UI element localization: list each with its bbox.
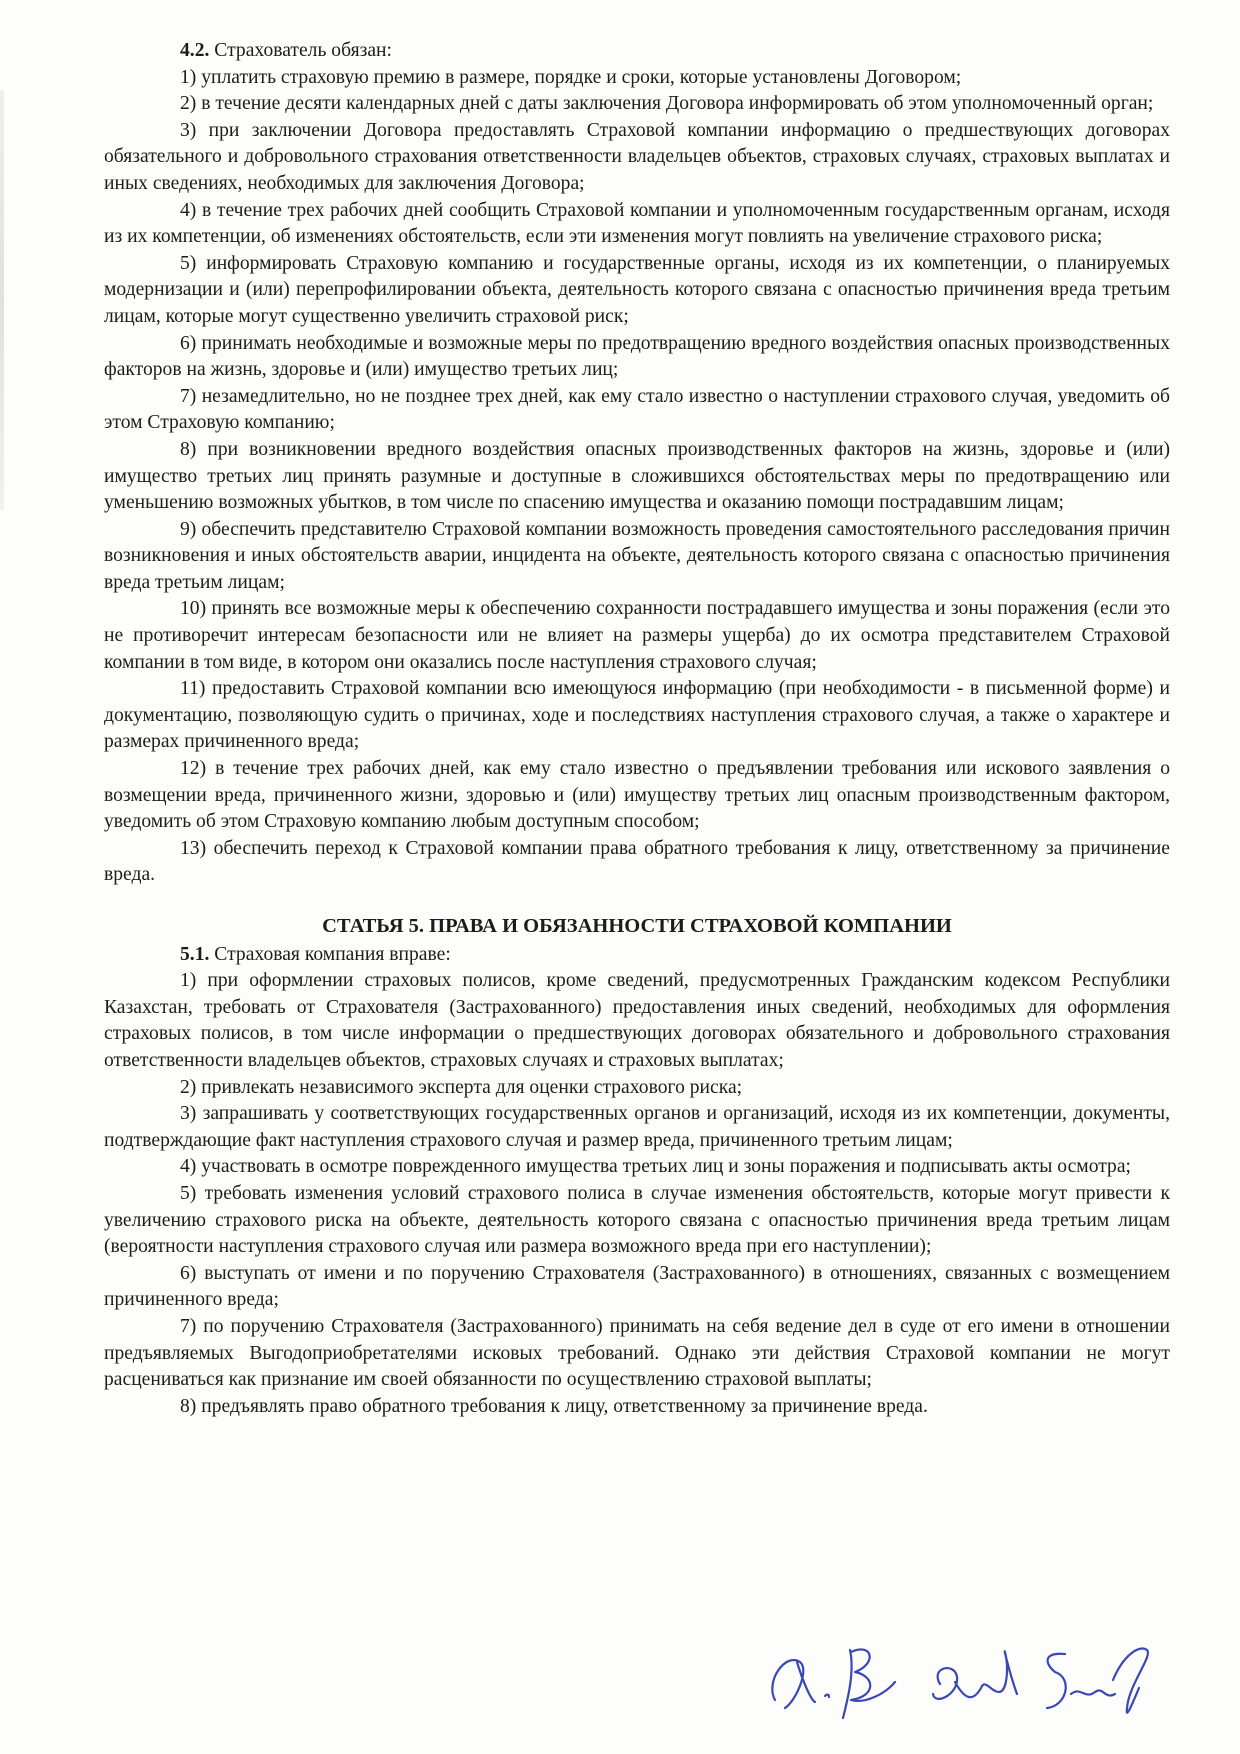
list-item: 8) при возникновении вредного воздействия опасных производственных факторов на жизнь, здоровье и (или) имущество третьих лиц принять разумные и доступные в сложившихся обстоятельствах меры по предотвращению или уменьшению возможных убытков, в том числе по спасению имущества и оказанию помощи пострадавшим лицам; [104, 438, 1170, 514]
list-item: 3) запрашивать у соответствующих государственных органов и организаций, исходя из их компетенции, документы, подтверждающие факт наступления страхового случая и размер вреда, причиненного третьим лицам; [104, 1103, 1170, 1151]
signatures [755, 1622, 1175, 1732]
list-item: 3) при заключении Договора предоставлять Страховой компании информацию о предшествующих договорах обязательного и добровольного страхования ответственности владельцев объектов, страховых случаях, страховых выплатах и иных сведениях, необходимых для заключения Договора; [104, 119, 1170, 194]
list-item: 13) обеспечить переход к Страховой компании права обратного требования к лицу, ответственному за причинение вреда. [104, 837, 1170, 886]
signature-1 [772, 1660, 829, 1708]
list-item: 11) предоставить Страховой компании всю имеющуюся информацию (при необходимости - в письменной форме) и документацию, позволяющую судить о причинах, ходе и последствиях наступления страхового случая, а также о характере и размерах причиненного вреда; [104, 678, 1170, 753]
clause-number: 5.1. [180, 943, 210, 965]
handwritten-signatures [755, 1622, 1175, 1732]
list-item: 5) информировать Страховую компанию и государственные органы, исходя из их компетенции, о планируемых модернизации и (или) перепрофилировании объекта, деятельность которого связана с опасностью причинения вреда третьим лицам, которые могут существенно увеличить страховой риск; [104, 252, 1170, 327]
list-item: 1) уплатить страховую премию в размере, порядке и сроки, которые установлены Договором; [180, 66, 962, 88]
list-item: 9) обеспечить представителю Страховой компании возможность проведения самостоятельного расследования причин возникновения и иных обстоятельств аварии, инцидента на объекте, деятельность которого связана с опасностью причинения вреда третьим лицам; [104, 518, 1170, 593]
clause-number: 4.2. [180, 40, 210, 61]
list-item: 10) принять все возможные меры к обеспечению сохранности пострадавшего имущества и зоны поражения (если это не противоречит интересам безопасности или не влияет на размеры ущерба) до их осмотра представителем Страховой компании в том виде, в котором они оказались после наступления страхового случая; [104, 598, 1170, 673]
list-item: 7) по поручению Страхователя (Застрахованного) принимать на себя ведение дел в суде от его имени в отношении предъявляемых Выгодоприобретателями исковых требований. Однако эти действия Страховой компании не могут расцениваться как признание им своей обязанности по осуществлению страховой выплаты; [104, 1315, 1170, 1391]
list-item: 7) незамедлительно, но не позднее трех дней, как ему стало известно о наступлении страхового случая, уведомить об этом Страховую компанию; [104, 385, 1170, 434]
list-item: 4) в течение трех рабочих дней сообщить Страховой компании и уполномоченным государственным органам, исходя из их компетенции, об изменениях обстоятельств, если эти изменения могут повлиять на увеличение страхового риска; [104, 199, 1170, 248]
signature-1b [843, 1649, 895, 1718]
list-item: 8) предъявлять право обратного требования к лицу, ответственному за причинение вреда. [180, 1395, 928, 1417]
list-item: 6) принимать необходимые и возможные меры по предотвращению вредного воздействия опасных производственных факторов на жизнь, здоровье и (или) имущество третьих лиц; [104, 332, 1170, 381]
list-item: 12) в течение трех рабочих дней, как ему стало известно о предъявлении требования или искового заявления о возмещении вреда, причиненного жизни, здоровью и (или) имуществу третьих лиц опасным производственным фактором, уведомить об этом Страховую компанию любым доступным способом; [104, 758, 1170, 833]
list-item: 5) требовать изменения условий страхового полиса в случае изменения обстоятельств, которые могут привести к увеличению страхового риска на объекте, деятельность которого связана с опасностью причинения вреда третьим лицам (вероятности наступления страхового случая или размера возможного вреда при его наступлении); [104, 1182, 1170, 1258]
clause-5-1 [104, 942, 1170, 969]
clause-4-2 [104, 38, 1170, 65]
article-heading: СТАТЬЯ 5. ПРАВА И ОБЯЗАННОСТИ СТРАХОВОЙ КОМПАНИИ [322, 915, 952, 937]
signature-2 [933, 1651, 1017, 1699]
clause-title: Страховая компания вправе: [209, 943, 451, 965]
clause-title: Страхователь обязан: [209, 40, 392, 61]
document-body [104, 38, 1170, 1420]
scan-edge-shadow [0, 90, 4, 510]
list-item: 6) выступать от имени и по поручению Страхователя (Застрахованного) в отношениях, связанных с возмещением причиненного вреда; [104, 1262, 1170, 1311]
list-item: 4) участвовать в осмотре поврежденного имущества третьих лиц и зоны поражения и подписывать акты осмотра; [180, 1156, 1131, 1178]
signature-3 [1047, 1648, 1148, 1712]
list-item: 1) при оформлении страховых полисов, кроме сведений, предусмотренных Гражданским кодексом Республики Казахстан, требовать от Страхователя (Застрахованного) предоставления иных сведений, необходимых для оформления страховых полисов, в том числе информации о предшествующих договорах обязательного и добровольного страхования ответственности владельцев объектов, страховых случаях и страховых выплатах; [104, 970, 1170, 1071]
list-item: 2) в течение десяти календарных дней с даты заключения Договора информировать об этом уполномоченный орган; [180, 93, 1154, 115]
list-item: 2) привлекать независимого эксперта для оценки страхового риска; [180, 1076, 743, 1098]
